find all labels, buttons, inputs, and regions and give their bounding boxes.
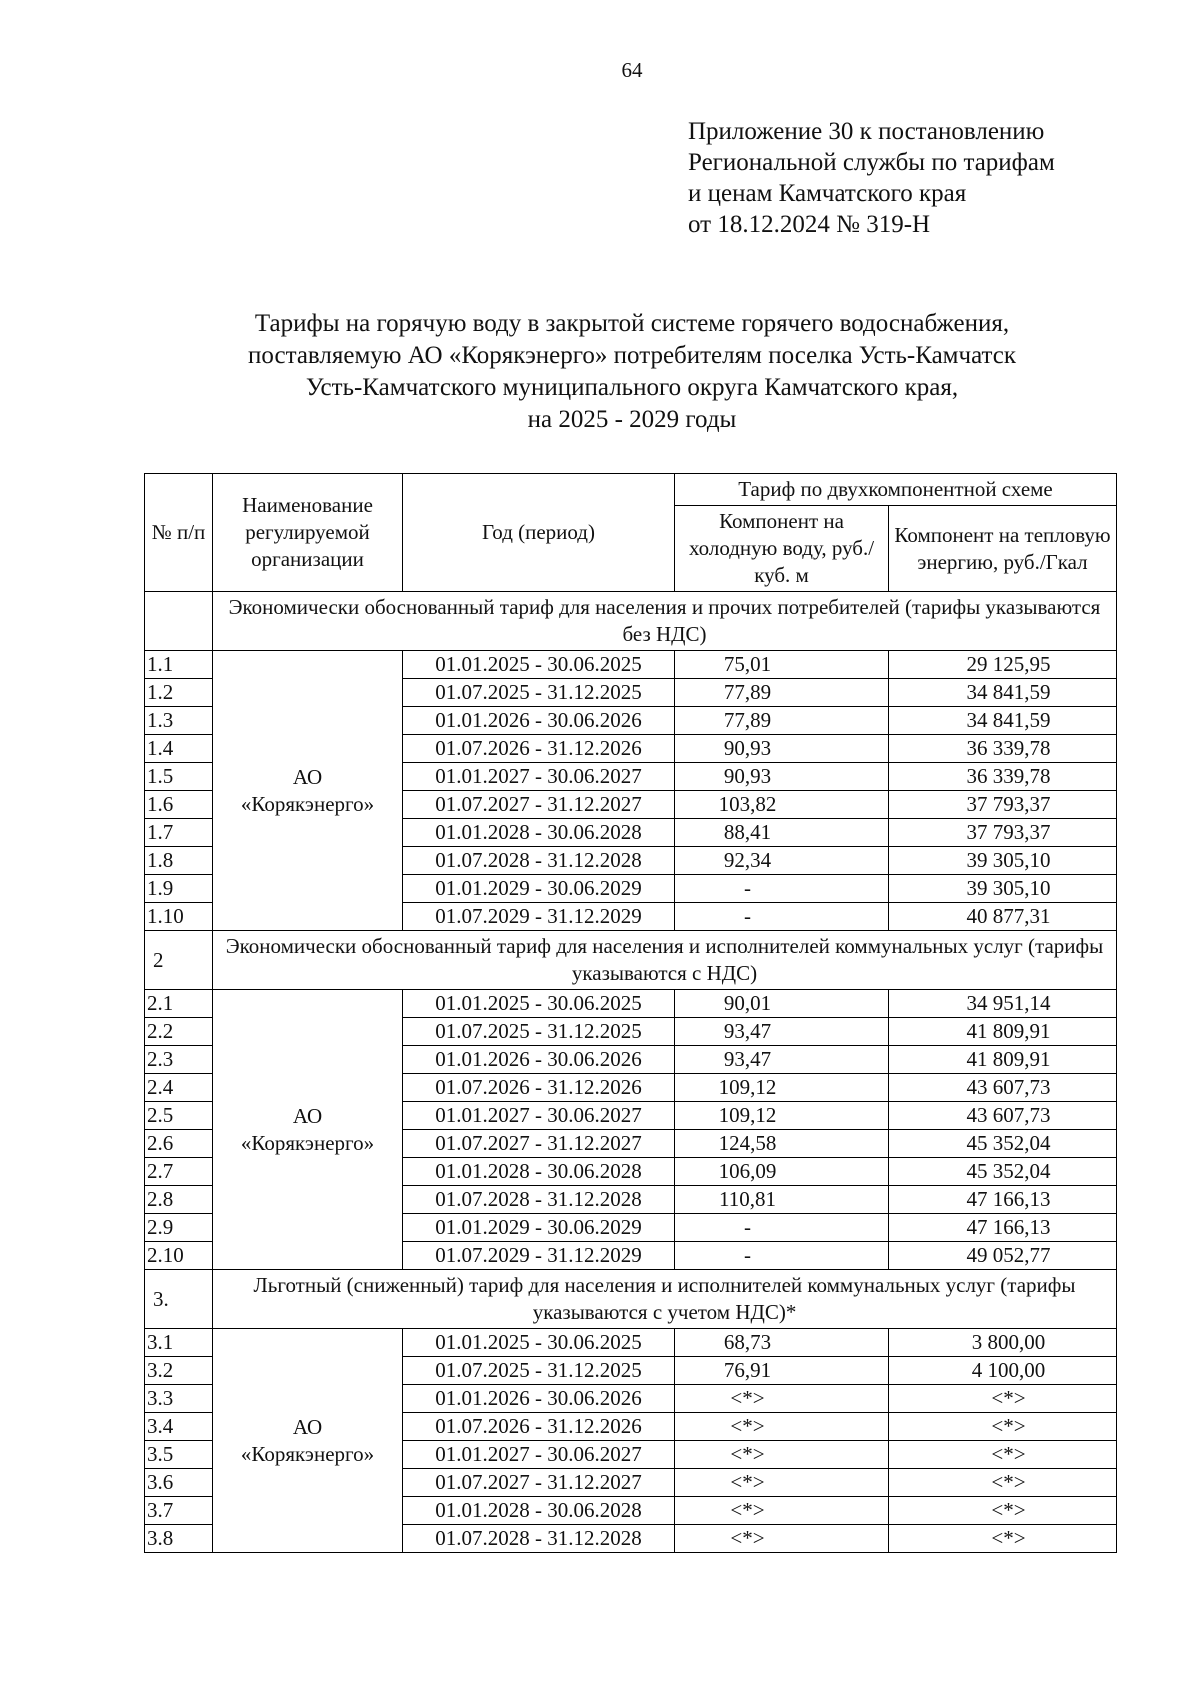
period-cell: 01.01.2028 - 30.06.2028 [403, 819, 675, 847]
heat-energy-value: 29 125,95 [889, 651, 1117, 679]
period-cell: 01.07.2027 - 31.12.2027 [403, 1130, 675, 1158]
period-cell: 01.07.2028 - 31.12.2028 [403, 1525, 675, 1553]
period-cell: 01.01.2026 - 30.06.2026 [403, 1385, 675, 1413]
row-number: 2.4 [145, 1074, 213, 1102]
row-number: 1.9 [145, 875, 213, 903]
heat-energy-value: 34 841,59 [889, 707, 1117, 735]
row-number: 2.9 [145, 1214, 213, 1242]
cold-water-value: - [675, 1214, 889, 1242]
cold-water-value: <*> [675, 1525, 889, 1553]
row-number: 2.10 [145, 1242, 213, 1270]
row-number: 3.7 [145, 1497, 213, 1525]
row-number: 2.7 [145, 1158, 213, 1186]
period-cell: 01.01.2028 - 30.06.2028 [403, 1497, 675, 1525]
cold-water-value: <*> [675, 1497, 889, 1525]
cold-water-value: <*> [675, 1385, 889, 1413]
section-number: 3. [145, 1270, 213, 1329]
section-title: Экономически обоснованный тариф для населения и исполнителей коммунальных услуг (тарифы указываются с НДС) [213, 931, 1117, 990]
heat-energy-value: 43 607,73 [889, 1074, 1117, 1102]
cold-water-value: 90,01 [675, 990, 889, 1018]
row-number: 1.4 [145, 735, 213, 763]
period-cell: 01.07.2026 - 31.12.2026 [403, 1074, 675, 1102]
organization-name-line: «Корякэнерго» [240, 1441, 375, 1466]
heat-energy-value: 43 607,73 [889, 1102, 1117, 1130]
period-cell: 01.07.2025 - 31.12.2025 [403, 1357, 675, 1385]
row-number: 1.2 [145, 679, 213, 707]
row-number: 2.6 [145, 1130, 213, 1158]
row-number: 1.3 [145, 707, 213, 735]
cold-water-value: 77,89 [675, 679, 889, 707]
heat-energy-value: <*> [889, 1441, 1117, 1469]
period-cell: 01.07.2029 - 31.12.2029 [403, 1242, 675, 1270]
period-cell: 01.07.2026 - 31.12.2026 [403, 735, 675, 763]
row-number: 2.5 [145, 1102, 213, 1130]
cold-water-value: 110,81 [675, 1186, 889, 1214]
cold-water-value: - [675, 1242, 889, 1270]
organization-name-line: АО [292, 1103, 323, 1128]
cold-water-value: 75,01 [675, 651, 889, 679]
row-number: 1.8 [145, 847, 213, 875]
header-num: № п/п [145, 474, 213, 592]
cold-water-value: <*> [675, 1413, 889, 1441]
row-number: 1.7 [145, 819, 213, 847]
period-cell: 01.07.2027 - 31.12.2027 [403, 791, 675, 819]
heat-energy-value: 3 800,00 [889, 1329, 1117, 1357]
appendix-line: Приложение 30 к постановлению [688, 118, 1045, 145]
organization-name-line: «Корякэнерго» [240, 1130, 375, 1155]
title-line: на 2025 - 2029 годы [527, 406, 737, 433]
period-cell: 01.01.2025 - 30.06.2025 [403, 651, 675, 679]
row-number: 1.5 [145, 763, 213, 791]
heat-energy-value: <*> [889, 1469, 1117, 1497]
period-cell: 01.01.2028 - 30.06.2028 [403, 1158, 675, 1186]
cold-water-value: 90,93 [675, 763, 889, 791]
row-number: 3.4 [145, 1413, 213, 1441]
cold-water-value: - [675, 875, 889, 903]
table-row [145, 651, 1117, 679]
period-cell: 01.01.2026 - 30.06.2026 [403, 1046, 675, 1074]
period-cell: 01.07.2027 - 31.12.2027 [403, 1469, 675, 1497]
section-number: 2 [145, 931, 213, 990]
document-title [0, 308, 1200, 436]
header-period: Год (период) [403, 474, 675, 592]
row-number: 2.2 [145, 1018, 213, 1046]
section-title: Льготный (сниженный) тариф для населения и исполнителей коммунальных услуг (тарифы указываются с учетом НДС)* [213, 1270, 1117, 1329]
row-number: 3.2 [145, 1357, 213, 1385]
period-cell: 01.01.2026 - 30.06.2026 [403, 707, 675, 735]
heat-energy-value: 41 809,91 [889, 1046, 1117, 1074]
heat-energy-value: <*> [889, 1525, 1117, 1553]
organization-cell [213, 990, 403, 1270]
heat-energy-value: <*> [889, 1497, 1117, 1525]
period-cell: 01.01.2027 - 30.06.2027 [403, 1441, 675, 1469]
cold-water-value: 124,58 [675, 1130, 889, 1158]
period-cell: 01.07.2028 - 31.12.2028 [403, 847, 675, 875]
title-line: Тарифы на горячую воду в закрытой системе горячего водоснабжения, [254, 310, 1010, 337]
period-cell: 01.07.2025 - 31.12.2025 [403, 679, 675, 707]
organization-name-line: АО [292, 764, 323, 789]
page-number: 64 [621, 58, 643, 82]
table-row [145, 1329, 1117, 1357]
row-number: 3.1 [145, 1329, 213, 1357]
period-cell: 01.01.2029 - 30.06.2029 [403, 875, 675, 903]
heat-energy-value: 34 951,14 [889, 990, 1117, 1018]
row-number: 1.10 [145, 903, 213, 931]
cold-water-value: 103,82 [675, 791, 889, 819]
row-number: 2.8 [145, 1186, 213, 1214]
section-title: Экономически обоснованный тариф для населения и прочих потребителей (тарифы указываются без НДС) [213, 592, 1117, 651]
row-number: 3.6 [145, 1469, 213, 1497]
row-number: 3.3 [145, 1385, 213, 1413]
cold-water-value: 106,09 [675, 1158, 889, 1186]
heat-energy-value: 45 352,04 [889, 1158, 1117, 1186]
organization-name-line: «Корякэнерго» [240, 791, 375, 816]
tariff-table [144, 473, 1117, 1553]
appendix-line: и ценам Камчатского края [688, 180, 967, 207]
cold-water-value: 77,89 [675, 707, 889, 735]
period-cell: 01.01.2025 - 30.06.2025 [403, 990, 675, 1018]
header-tariff-group: Тариф по двухкомпонентной схеме [675, 474, 1117, 506]
header-heat: Компонент на тепловую энергию, руб./Гкал [889, 506, 1117, 592]
heat-energy-value: <*> [889, 1385, 1117, 1413]
row-number: 3.8 [145, 1525, 213, 1553]
period-cell: 01.01.2027 - 30.06.2027 [403, 763, 675, 791]
organization-cell [213, 1329, 403, 1553]
appendix-line: Региональной службы по тарифам [688, 149, 1055, 176]
title-line: Усть-Камчатского муниципального округа Камчатского края, [305, 374, 959, 401]
row-number: 1.6 [145, 791, 213, 819]
period-cell: 01.01.2027 - 30.06.2027 [403, 1102, 675, 1130]
cold-water-value: 109,12 [675, 1102, 889, 1130]
cold-water-value: 90,93 [675, 735, 889, 763]
heat-energy-value: 34 841,59 [889, 679, 1117, 707]
section-number [145, 592, 213, 651]
heat-energy-value: 37 793,37 [889, 791, 1117, 819]
heat-energy-value: 39 305,10 [889, 847, 1117, 875]
heat-energy-value: <*> [889, 1413, 1117, 1441]
header-org: Наименование регулируемой организации [213, 474, 403, 592]
heat-energy-value: 41 809,91 [889, 1018, 1117, 1046]
appendix-block [688, 116, 1055, 240]
period-cell: 01.07.2025 - 31.12.2025 [403, 1018, 675, 1046]
header-cold: Компонент на холодную воду, руб./куб. м [675, 506, 889, 592]
period-cell: 01.07.2029 - 31.12.2029 [403, 903, 675, 931]
period-cell: 01.01.2025 - 30.06.2025 [403, 1329, 675, 1357]
cold-water-value: 93,47 [675, 1046, 889, 1074]
title-line: поставляемую АО «Корякэнерго» потребителям поселка Усть-Камчатск [248, 342, 1016, 369]
cold-water-value: 68,73 [675, 1329, 889, 1357]
cold-water-value: 76,91 [675, 1357, 889, 1385]
row-number: 3.5 [145, 1441, 213, 1469]
heat-energy-value: 36 339,78 [889, 763, 1117, 791]
row-number: 1.1 [145, 651, 213, 679]
cold-water-value: - [675, 903, 889, 931]
cold-water-value: 93,47 [675, 1018, 889, 1046]
heat-energy-value: 37 793,37 [889, 819, 1117, 847]
section-row [145, 931, 1117, 990]
table-body [145, 592, 1117, 1553]
heat-energy-value: 47 166,13 [889, 1214, 1117, 1242]
section-row [145, 592, 1117, 651]
heat-energy-value: 40 877,31 [889, 903, 1117, 931]
appendix-line: от 18.12.2024 № 319-Н [688, 211, 931, 238]
row-number: 2.3 [145, 1046, 213, 1074]
table-row [145, 990, 1117, 1018]
heat-energy-value: 49 052,77 [889, 1242, 1117, 1270]
row-number: 2.1 [145, 990, 213, 1018]
heat-energy-value: 47 166,13 [889, 1186, 1117, 1214]
organization-name-line: АО [292, 1414, 323, 1439]
heat-energy-value: 4 100,00 [889, 1357, 1117, 1385]
heat-energy-value: 36 339,78 [889, 735, 1117, 763]
cold-water-value: 88,41 [675, 819, 889, 847]
cold-water-value: <*> [675, 1469, 889, 1497]
heat-energy-value: 45 352,04 [889, 1130, 1117, 1158]
organization-cell [213, 651, 403, 931]
cold-water-value: <*> [675, 1441, 889, 1469]
period-cell: 01.01.2029 - 30.06.2029 [403, 1214, 675, 1242]
period-cell: 01.07.2028 - 31.12.2028 [403, 1186, 675, 1214]
period-cell: 01.07.2026 - 31.12.2026 [403, 1413, 675, 1441]
cold-water-value: 92,34 [675, 847, 889, 875]
heat-energy-value: 39 305,10 [889, 875, 1117, 903]
section-row [145, 1270, 1117, 1329]
cold-water-value: 109,12 [675, 1074, 889, 1102]
